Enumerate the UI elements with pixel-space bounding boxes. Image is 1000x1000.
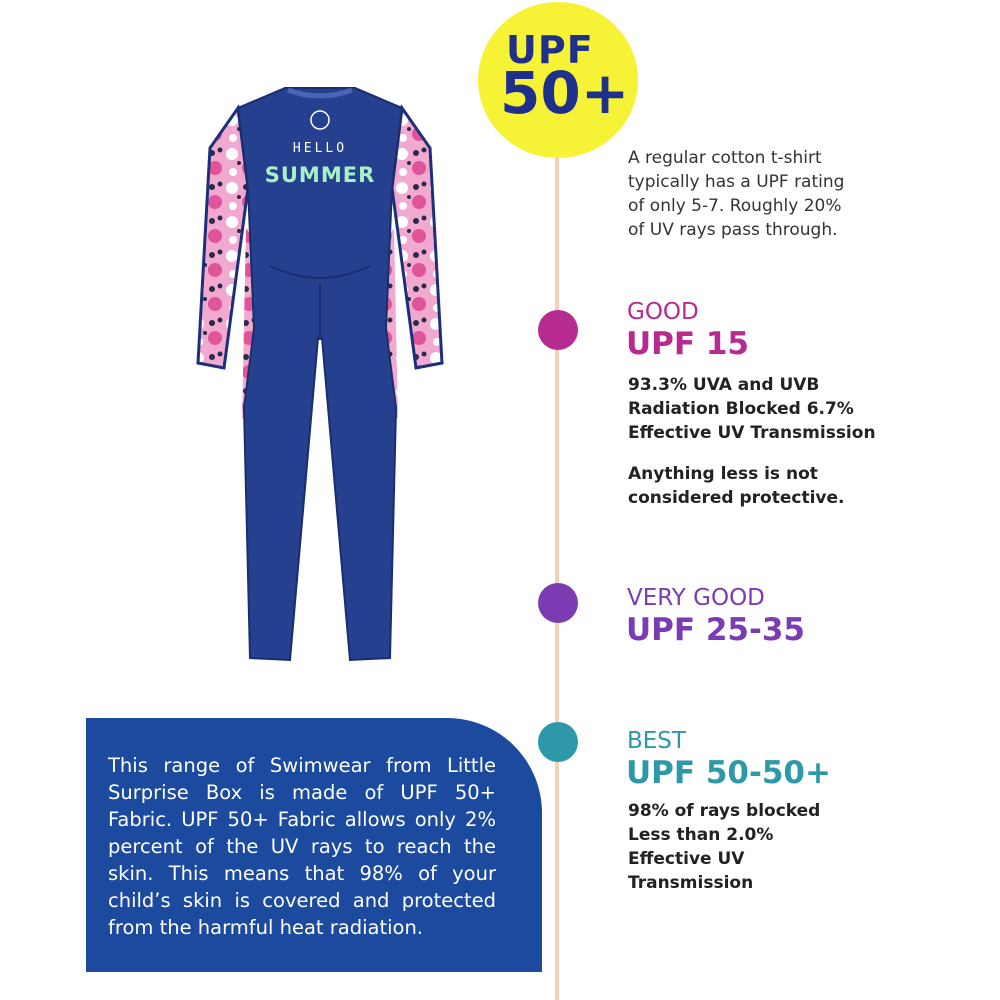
panel-line: child’s skin is covered and protected bbox=[108, 889, 496, 912]
badge-line1: UPF bbox=[506, 28, 594, 72]
good-marker bbox=[538, 310, 578, 350]
suit-print-hello: HELLO bbox=[292, 141, 348, 156]
left-sleeve bbox=[198, 108, 248, 368]
best-line: Less than 2.0% bbox=[628, 825, 774, 845]
swimsuit-image bbox=[190, 78, 450, 678]
good-note bbox=[628, 462, 845, 510]
right-sleeve bbox=[392, 108, 442, 368]
intro-line: of UV rays pass through. bbox=[628, 220, 838, 240]
panel-line: This range of Swimwear from Little bbox=[108, 754, 496, 777]
good-line: Radiation Blocked 6.7% bbox=[628, 399, 854, 419]
best-line: Transmission bbox=[628, 873, 754, 893]
intro-line: of only 5-7. Roughly 20% bbox=[628, 196, 842, 216]
good-note-line: considered protective. bbox=[628, 488, 845, 508]
intro-text bbox=[628, 146, 844, 242]
best-label: BEST bbox=[627, 728, 686, 754]
intro-line: typically has a UPF rating bbox=[628, 172, 845, 192]
panel-line: percent of the UV rays to reach the bbox=[108, 835, 496, 858]
very-good-marker bbox=[538, 583, 578, 623]
best-description bbox=[628, 799, 820, 895]
best-line: 98% of rays blocked bbox=[628, 801, 821, 821]
panel-line: Fabric. UPF 50+ Fabric allows only 2% bbox=[108, 808, 496, 831]
good-line: 93.3% UVA and UVB bbox=[628, 375, 820, 395]
intro-line: A regular cotton t-shirt bbox=[628, 148, 822, 168]
good-line: Effective UV Transmission bbox=[628, 423, 876, 443]
good-label: GOOD bbox=[627, 299, 699, 325]
very-good-title: UPF 25-35 bbox=[626, 612, 806, 648]
suit-print-summer: SUMMER bbox=[264, 163, 376, 187]
best-marker bbox=[538, 722, 578, 762]
good-description bbox=[628, 373, 876, 445]
panel-line: Surprise Box is made of UPF 50+ bbox=[108, 781, 496, 804]
very-good-label: VERY GOOD bbox=[627, 585, 765, 611]
badge-line2: 50+ bbox=[500, 59, 630, 127]
good-title: UPF 15 bbox=[626, 326, 750, 362]
good-note-line: Anything less is not bbox=[628, 464, 818, 484]
best-line: Effective UV bbox=[628, 849, 745, 869]
panel-line: skin. This means that 98% of your bbox=[108, 862, 496, 885]
best-title: UPF 50-50+ bbox=[626, 755, 831, 791]
panel-line: from the harmful heat radiation. bbox=[108, 916, 424, 939]
timeline-line bbox=[555, 100, 559, 1000]
